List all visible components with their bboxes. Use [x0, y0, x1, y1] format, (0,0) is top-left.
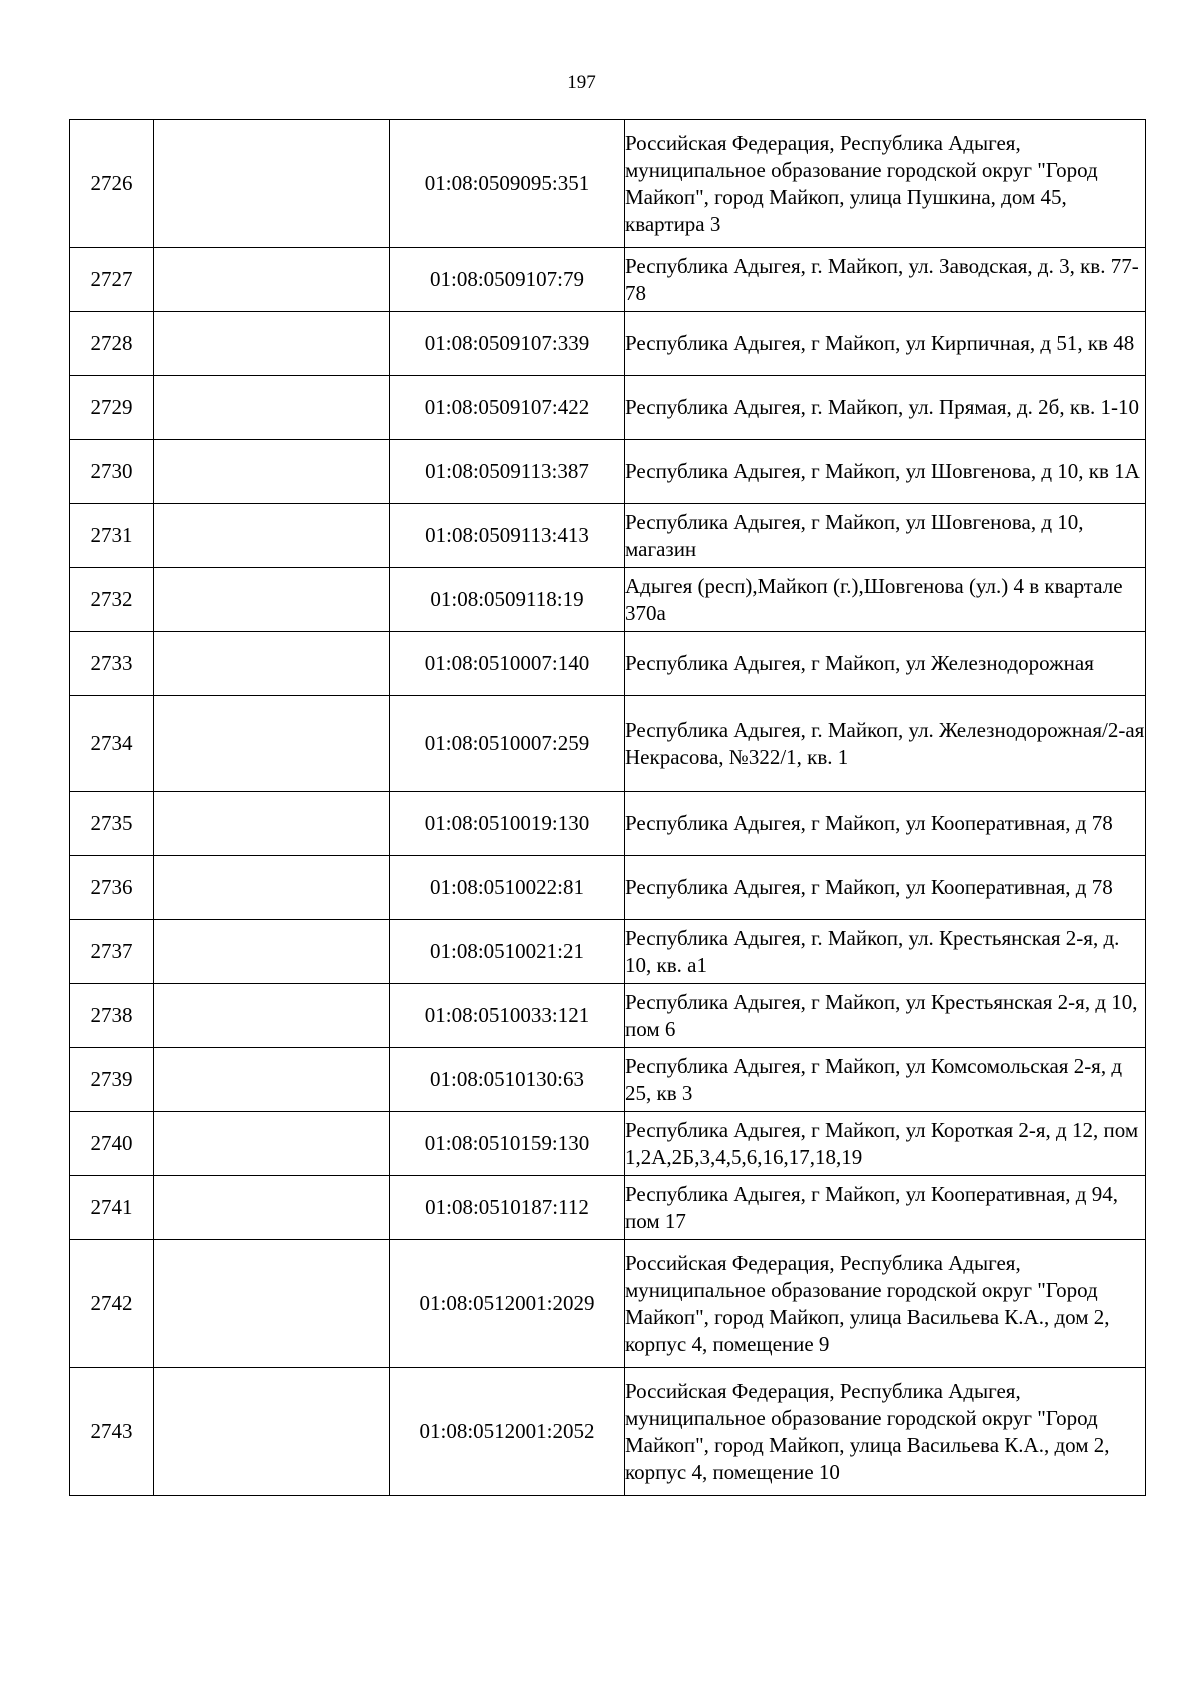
table-row: [70, 920, 1146, 984]
row-number-cell: 2737: [70, 920, 154, 984]
cadastral-number-cell: 01:08:0510033:121: [390, 984, 625, 1048]
row-number-cell: 2735: [70, 792, 154, 856]
address-cell: Республика Адыгея, г Майкоп, ул Железнодорожная: [625, 632, 1146, 696]
table-row: [70, 1048, 1146, 1112]
cadastral-number-cell: 01:08:0510007:140: [390, 632, 625, 696]
table-row: [70, 312, 1146, 376]
row-number-cell: 2736: [70, 856, 154, 920]
table-row: [70, 120, 1146, 248]
table-row: [70, 248, 1146, 312]
row-number-cell: 2734: [70, 696, 154, 792]
page-number: 197: [567, 72, 596, 93]
cadastral-number-cell: 01:08:0509113:413: [390, 504, 625, 568]
address-cell: Адыгея (респ),Майкоп (г.),Шовгенова (ул.) 4 в квартале 370а: [625, 568, 1146, 632]
row-number-cell: 2733: [70, 632, 154, 696]
row-number-cell: 2730: [70, 440, 154, 504]
row-number-cell: 2740: [70, 1112, 154, 1176]
registry-table: [69, 119, 1146, 1496]
address-cell: Республика Адыгея, г. Майкоп, ул. Железнодорожная/2-ая Некрасова, №322/1, кв. 1: [625, 696, 1146, 792]
table-row: [70, 856, 1146, 920]
address-cell: Республика Адыгея, г Майкоп, ул Кооперативная, д 78: [625, 792, 1146, 856]
address-cell: Республика Адыгея, г Майкоп, ул Кирпичная, д 51, кв 48: [625, 312, 1146, 376]
address-cell: Республика Адыгея, г Майкоп, ул Шовгенова, д 10, магазин: [625, 504, 1146, 568]
empty-cell: [154, 440, 390, 504]
cadastral-number-cell: 01:08:0510130:63: [390, 1048, 625, 1112]
row-number-cell: 2729: [70, 376, 154, 440]
empty-cell: [154, 792, 390, 856]
cadastral-number-cell: 01:08:0509107:79: [390, 248, 625, 312]
table-row: [70, 1112, 1146, 1176]
table-row: [70, 696, 1146, 792]
row-number-cell: 2739: [70, 1048, 154, 1112]
address-cell: Республика Адыгея, г Майкоп, ул Комсомольская 2-я, д 25, кв 3: [625, 1048, 1146, 1112]
address-cell: Республика Адыгея, г Майкоп, ул Крестьянская 2-я, д 10, пом 6: [625, 984, 1146, 1048]
row-number-cell: 2743: [70, 1368, 154, 1496]
cadastral-number-cell: 01:08:0510187:112: [390, 1176, 625, 1240]
empty-cell: [154, 1240, 390, 1368]
address-cell: Республика Адыгея, г Майкоп, ул Кооперативная, д 94, пом 17: [625, 1176, 1146, 1240]
row-number-cell: 2731: [70, 504, 154, 568]
row-number-cell: 2726: [70, 120, 154, 248]
address-cell: Республика Адыгея, г. Майкоп, ул. Крестьянская 2-я, д. 10, кв. а1: [625, 920, 1146, 984]
cadastral-number-cell: 01:08:0510022:81: [390, 856, 625, 920]
row-number-cell: 2738: [70, 984, 154, 1048]
table-row: [70, 1368, 1146, 1496]
address-cell: Республика Адыгея, г. Майкоп, ул. Заводская, д. 3, кв. 77-78: [625, 248, 1146, 312]
cadastral-number-cell: 01:08:0510159:130: [390, 1112, 625, 1176]
table-row: [70, 1176, 1146, 1240]
table-row: [70, 632, 1146, 696]
empty-cell: [154, 120, 390, 248]
empty-cell: [154, 248, 390, 312]
address-cell: Российская Федерация, Республика Адыгея, муниципальное образование городской округ "Город Майкоп", город Майкоп, улица Васильева К.А., дом 2, корпус 4, помещение 10: [625, 1368, 1146, 1496]
table-row: [70, 376, 1146, 440]
empty-cell: [154, 920, 390, 984]
cadastral-number-cell: 01:08:0510019:130: [390, 792, 625, 856]
address-cell: Российская Федерация, Республика Адыгея, муниципальное образование городской округ "Город Майкоп", город Майкоп, улица Васильева К.А., дом 2, корпус 4, помещение 9: [625, 1240, 1146, 1368]
address-cell: Республика Адыгея, г. Майкоп, ул. Прямая, д. 2б, кв. 1-10: [625, 376, 1146, 440]
cadastral-number-cell: 01:08:0510021:21: [390, 920, 625, 984]
table-row: [70, 568, 1146, 632]
empty-cell: [154, 1112, 390, 1176]
cadastral-number-cell: 01:08:0509095:351: [390, 120, 625, 248]
row-number-cell: 2727: [70, 248, 154, 312]
address-cell: Российская Федерация, Республика Адыгея, муниципальное образование городской округ "Город Майкоп", город Майкоп, улица Пушкина, дом 45, квартира 3: [625, 120, 1146, 248]
empty-cell: [154, 568, 390, 632]
empty-cell: [154, 632, 390, 696]
row-number-cell: 2732: [70, 568, 154, 632]
empty-cell: [154, 1048, 390, 1112]
row-number-cell: 2742: [70, 1240, 154, 1368]
cadastral-number-cell: 01:08:0512001:2029: [390, 1240, 625, 1368]
empty-cell: [154, 504, 390, 568]
empty-cell: [154, 856, 390, 920]
empty-cell: [154, 376, 390, 440]
table-row: [70, 440, 1146, 504]
cadastral-number-cell: 01:08:0509107:422: [390, 376, 625, 440]
table-row: [70, 984, 1146, 1048]
cadastral-number-cell: 01:08:0509113:387: [390, 440, 625, 504]
table-row: [70, 792, 1146, 856]
address-cell: Республика Адыгея, г Майкоп, ул Кооперативная, д 78: [625, 856, 1146, 920]
row-number-cell: 2741: [70, 1176, 154, 1240]
empty-cell: [154, 696, 390, 792]
empty-cell: [154, 1176, 390, 1240]
cadastral-number-cell: 01:08:0510007:259: [390, 696, 625, 792]
address-cell: Республика Адыгея, г Майкоп, ул Шовгенова, д 10, кв 1А: [625, 440, 1146, 504]
cadastral-number-cell: 01:08:0509107:339: [390, 312, 625, 376]
row-number-cell: 2728: [70, 312, 154, 376]
empty-cell: [154, 1368, 390, 1496]
cadastral-number-cell: 01:08:0509118:19: [390, 568, 625, 632]
empty-cell: [154, 984, 390, 1048]
table-row: [70, 504, 1146, 568]
registry-table-body: [70, 120, 1146, 1496]
cadastral-number-cell: 01:08:0512001:2052: [390, 1368, 625, 1496]
address-cell: Республика Адыгея, г Майкоп, ул Короткая 2-я, д 12, пом 1,2А,2Б,3,4,5,6,16,17,18,19: [625, 1112, 1146, 1176]
table-row: [70, 1240, 1146, 1368]
empty-cell: [154, 312, 390, 376]
